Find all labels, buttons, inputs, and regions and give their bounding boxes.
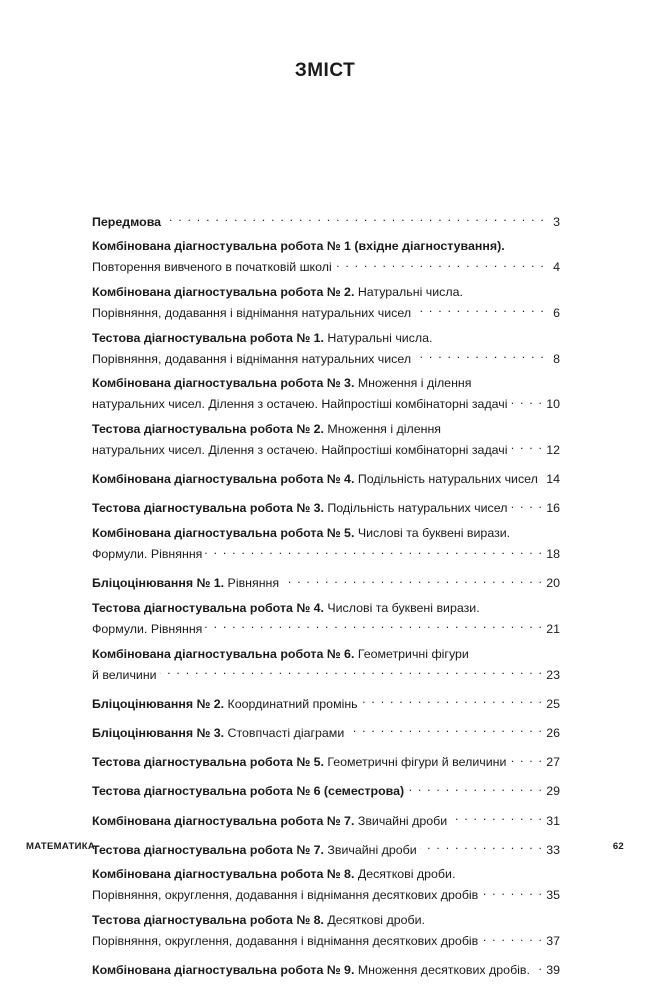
toc-entry-line — [92, 883, 560, 904]
toc-entry-text: й величини — [92, 667, 157, 682]
toc-entry-bold-title: Комбінована діагностувальна робота № 1 (вхідне діагностування). — [92, 239, 505, 254]
toc-page-number: 10 — [546, 397, 560, 412]
dot-leader — [541, 467, 543, 484]
toc-page-number: 26 — [546, 725, 560, 740]
toc-entry-bold-title: Передмова — [92, 214, 162, 229]
toc-entry — [92, 525, 560, 563]
dot-leader — [164, 209, 545, 226]
toc-page-number: 8 — [553, 351, 560, 366]
toc-entry-text: Формули. Рівняння — [92, 547, 203, 561]
toc-entry-text: Координатний промінь — [224, 696, 358, 711]
toc-entry — [92, 496, 560, 517]
toc-entry-bold-title: Бліцоцінювання № 3. — [92, 725, 225, 740]
toc-page-number: 27 — [546, 755, 560, 770]
toc-page-number: 37 — [546, 934, 560, 949]
toc-entry-line — [92, 255, 560, 276]
toc-entry-bold-title: Тестова діагностувальна робота № 8. — [92, 913, 324, 928]
toc-entry-line — [92, 330, 560, 347]
toc-entry — [92, 779, 560, 800]
toc-entry-line — [92, 646, 560, 663]
toc-page-number: 14 — [546, 472, 560, 487]
toc-entry-line — [92, 866, 560, 883]
toc-entry — [92, 209, 560, 230]
dot-leader — [335, 255, 545, 272]
toc-page-number: 6 — [553, 305, 560, 320]
toc-entry-text: Порівняння, округлення, додавання і віднімання десяткових дробів — [92, 934, 479, 949]
dot-leader — [511, 392, 544, 409]
toc-entry-line — [92, 808, 560, 829]
dot-leader — [160, 662, 544, 679]
dot-leader — [450, 808, 543, 825]
toc-entry-bold-title: Комбінована діагностувальна робота № 4. — [92, 472, 355, 487]
toc-entry-line — [92, 284, 560, 301]
toc-entry-line — [92, 600, 560, 617]
dot-leader — [361, 691, 544, 708]
toc-page-number: 18 — [546, 547, 560, 561]
toc-entry-text: Геометричні фігури — [354, 646, 469, 661]
toc-entry-line — [92, 496, 560, 517]
dot-leader — [510, 496, 543, 513]
toc-entry — [92, 600, 560, 638]
dot-leader — [414, 300, 545, 317]
toc-entry-line — [92, 346, 560, 367]
toc-entry-bold-title: Бліцоцінювання № 2. — [92, 696, 225, 711]
toc-entry-bold-title: Тестова діагностувальна робота № 5. — [92, 755, 324, 770]
toc-entry-line — [92, 375, 560, 392]
toc-entry — [92, 571, 560, 592]
toc-entry — [92, 691, 560, 712]
dot-leader — [347, 720, 543, 737]
dot-leader — [481, 883, 543, 900]
dot-leader — [509, 750, 543, 767]
toc-entry-line — [92, 912, 560, 929]
toc-entry-bold-title: Комбінована діагностувальна робота № 2. — [92, 284, 355, 299]
toc-page-number: 21 — [546, 621, 560, 636]
toc-entry-text: Числові та буквені вирази. — [354, 526, 511, 540]
page-title: ЗМІСТ — [294, 60, 356, 81]
toc-entry — [92, 912, 560, 950]
toc-entry-line — [92, 209, 560, 230]
toc-entry-bold-title: Тестова діагностувальна робота № 3. — [92, 501, 324, 516]
toc-entry-line — [92, 691, 560, 712]
toc-entry-text: Подільність натуральних чисел — [354, 472, 538, 487]
toc-entry-text: Числові та буквені вирази. — [323, 600, 480, 615]
toc-entry — [92, 421, 560, 459]
toc-entry-text: Порівняння, округлення, додавання і віднімання десяткових дробів — [92, 888, 479, 903]
toc-entry-bold-title: Тестова діагностувальна робота № 4. — [92, 600, 324, 615]
toc-page-number: 4 — [553, 260, 560, 275]
dot-leader — [205, 542, 543, 559]
toc-entry-line — [92, 779, 560, 800]
toc-entry — [92, 238, 560, 276]
toc-entry-text: Множення десяткових дробів. — [354, 963, 530, 978]
footer-page-number: 62 — [612, 841, 624, 852]
toc-entry — [92, 720, 560, 741]
toc-entry-bold-title: Тестова діагностувальна робота № 6 (семестрова) — [92, 784, 405, 799]
toc-entry-text: Натуральні числа. — [354, 284, 463, 299]
toc-entry-text: Формули. Рівняння — [92, 621, 203, 636]
dot-leader — [414, 346, 545, 363]
toc-entry-line — [92, 750, 560, 771]
toc-entry-text: Натуральні числа. — [323, 330, 433, 345]
toc-entry-bold-title: Бліцоцінювання № 1. — [92, 576, 225, 591]
toc-entry-text: Звичайні дроби — [354, 813, 448, 828]
toc-entry — [92, 375, 560, 413]
toc-page-number: 3 — [553, 214, 560, 229]
table-of-contents — [92, 209, 560, 987]
toc-entry-line — [92, 467, 560, 488]
toc-entry-text: Звичайні дроби — [323, 842, 417, 857]
toc-entry-line — [92, 929, 560, 950]
toc-entry-text: Множення і ділення — [323, 421, 442, 436]
toc-page-number: 16 — [546, 501, 560, 516]
toc-entry-bold-title: Комбінована діагностувальна робота № 7. — [92, 813, 355, 828]
toc-entry — [92, 646, 560, 684]
toc-entry-bold-title: Тестова діагностувальна робота № 7. — [92, 842, 324, 857]
toc-entry-text: Подільність натуральних чисел — [323, 501, 508, 516]
toc-entry-bold-title: Комбінована діагностувальна робота № 6. — [92, 646, 355, 661]
toc-page-number: 29 — [546, 784, 560, 799]
footer-subject: МАТЕМАТИКА — [26, 841, 96, 852]
dot-leader — [407, 779, 543, 796]
toc-page-number: 33 — [546, 842, 560, 857]
toc-entry-text: Рівняння — [224, 576, 280, 591]
toc-entry-bold-title: Комбінована діагностувальна робота № 8. — [92, 867, 355, 882]
toc-entry — [92, 467, 560, 488]
toc-entry-bold-title: Комбінована діагностувальна робота № 3. — [92, 376, 355, 391]
toc-entry-line — [92, 392, 560, 413]
toc-page-number: 39 — [546, 963, 560, 978]
toc-page-number: 35 — [546, 888, 560, 903]
toc-entry — [92, 808, 560, 829]
dot-leader — [481, 929, 543, 946]
toc-entry-line — [92, 616, 560, 637]
toc-entry-line — [92, 300, 560, 321]
toc-entry-bold-title: Тестова діагностувальна робота № 2. — [92, 421, 324, 436]
toc-page-number: 12 — [546, 442, 560, 457]
toc-entry-text: Геометричні фігури й величини — [323, 755, 507, 770]
toc-entry — [92, 330, 560, 368]
page-footer — [26, 841, 624, 852]
toc-page-number: 31 — [546, 813, 560, 828]
toc-page-number: 20 — [546, 576, 560, 591]
toc-page-number: 25 — [546, 696, 560, 711]
toc-entry-line — [92, 958, 560, 979]
toc-entry — [92, 750, 560, 771]
toc-entry-line — [92, 238, 560, 255]
dot-leader — [511, 437, 544, 454]
toc-entry-bold-title: Комбінована діагностувальна робота № 5. — [92, 526, 355, 540]
toc-entry-text: Повторення вивченого в початковій школі — [92, 260, 332, 275]
dot-leader — [205, 616, 543, 633]
toc-entry-line — [92, 571, 560, 592]
toc-entry-text: Десяткові дроби. — [323, 913, 425, 928]
toc-entry-line — [92, 421, 560, 438]
toc-entry-line — [92, 525, 560, 542]
toc-entry-line — [92, 662, 560, 683]
toc-entry-line — [92, 437, 560, 458]
toc-entry-text: Десяткові дроби. — [354, 867, 456, 882]
dot-leader — [282, 571, 543, 588]
toc-entry — [92, 958, 560, 979]
toc-entry-text: Стовпчасті діаграми — [224, 725, 345, 740]
toc-entry — [92, 866, 560, 904]
toc-entry-line — [92, 542, 560, 563]
toc-entry-text: Порівняння, додавання і віднімання натуральних чисел — [92, 305, 412, 320]
toc-entry — [92, 284, 560, 322]
toc-entry-line — [92, 720, 560, 741]
toc-entry-text: натуральних чисел. Ділення з остачею. Найпростіші комбінаторні задачі — [92, 397, 508, 412]
toc-entry-text: натуральних чисел. Ділення з остачею. Найпростіші комбінаторні задачі — [92, 442, 508, 457]
dot-leader — [533, 958, 543, 975]
toc-entry-text: Множення і ділення — [354, 376, 472, 391]
toc-page-number: 23 — [546, 667, 560, 682]
toc-entry-bold-title: Комбінована діагностувальна робота № 9. — [92, 963, 355, 978]
toc-entry-text: Порівняння, додавання і віднімання натуральних чисел — [92, 351, 412, 366]
toc-entry-bold-title: Тестова діагностувальна робота № 1. — [92, 330, 324, 345]
